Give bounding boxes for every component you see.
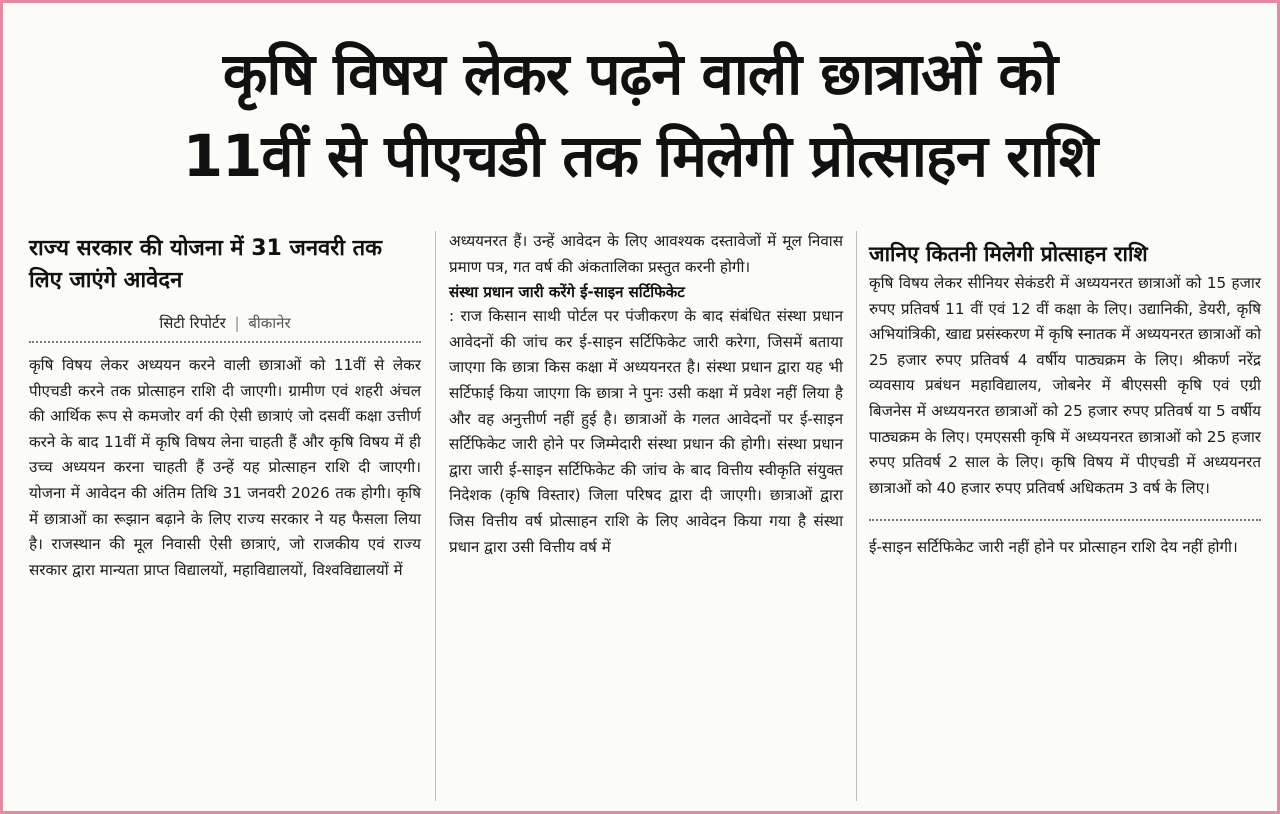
column-divider: [856, 231, 857, 801]
section-heading: संस्था प्रधान जारी करेंगे ई-साइन सर्टिफिकेट: [449, 283, 685, 302]
reporter-name: सिटी रिपोर्टर: [159, 314, 226, 332]
headline-line-1: कृषि विषय लेकर पढ़ने वाली छात्राओं को: [222, 40, 1058, 108]
dotted-divider: [869, 519, 1261, 521]
article-body-column-2: : राज किसान साथी पोर्टल पर पंजीकरण के बाद संबंधित संस्था प्रधान आवेदनों की जांच कर ई-साइन सर्टिफिकेट जारी करेगा, जिसमें बताया जाएगा कि छात्रा किस कक्षा में अध्ययनरत है। संस्था प्रधान द्वारा यह भी सर्टिफाई किया जाएगा कि छात्रा ने पुनः उसी कक्षा में प्रवेश नहीं लिया है और वह अनुत्तीर्ण नहीं हुई है। छात्राओं के गलत आवेदनों पर ई-साइन सर्टिफिकेट जारी होने पर जिम्मेदारी संस्था प्रधान की होगी। संस्था प्रधान द्वारा जारी ई-साइन सर्टिफिकेट की जांच के बाद वित्तीय स्वीकृति संयुक्त निदेशक (कृषि विस्तार) जिला परिषद द्वारा दी जाएगी। छात्राओं द्वारा जिस वित्तीय वर्ष प्रोत्साहन राशि के लिए आवेदन किया गया है संस्था प्रधान द्वारा उसी वित्तीय वर्ष में: [449, 307, 843, 556]
infobox-footnote: ई-साइन सर्टिफिकेट जारी नहीं होने पर प्रोत्साहन राशि देय नहीं होगी।: [869, 538, 1238, 557]
column-divider: [435, 231, 436, 801]
article-body-column-1: कृषि विषय लेकर अध्ययन करने वाली छात्राओं को 11वीं से लेकर पीएचडी करने तक प्रोत्साहन राशि दी जाएगी। ग्रामीण एवं शहरी अंचल की आर्थिक रूप से कमजोर वर्ग की ऐसी छात्राएं जो दसवीं कक्षा उत्तीर्ण करने के बाद 11वीं में कृषि विषय लेना चाहती हैं और कृषि विषय में ही उच्च अध्ययन करना चाहती हैं उन्हें यह प्रोत्साहन राशि दी जाएगी। योजना में आवेदन की अंतिम तिथि 31 जनवरी 2026 तक होगी। कृषि में छात्राओं का रूझान बढ़ाने के लिए राज्य सरकार ने यह फैसला लिया है। राजस्थान की मूल निवासी ऐसी छात्राएं, जो राजकीय एवं राज्य सरकार द्वारा मान्यता प्राप्त विद्यालयों, महाविद्यालयों, विश्वविद्यालयों में: [29, 356, 421, 579]
dotted-divider: [29, 341, 421, 343]
dateline-city: बीकानेर: [248, 314, 291, 332]
column-3-infobox: [869, 225, 1261, 561]
infobox-body: कृषि विषय लेकर सीनियर सेकंडरी में अध्ययनरत छात्राओं को 15 हजार रुपए प्रतिवर्ष 11 वीं एवं 12 वीं कक्षा के लिए। उद्यानिकी, डेयरी, कृषि अभियांत्रिकी, खाद्य प्रसंस्करण में कृषि स्नातक में अध्ययनरत छात्राओं को 25 हजार रुपए प्रतिवर्ष 4 वर्षीय पाठ्यक्रम के लिए। श्रीकर्ण नरेंद्र व्यवसाय प्रबंधन महाविद्यालय, जोबनेर में बीएससी कृषि एवं एग्री बिजनेस में अध्ययनरत छात्राओं को 25 हजार रुपए प्रतिवर्ष या 5 वर्षीय पाठ्यक्रम के लिए। एमएससी कृषि में अध्ययनरत छात्राओं को 25 हजार रुपए प्रतिवर्ष 2 साल के लिए। कृषि विषय में पीएचडी में अध्ययनरत छात्राओं को 40 हजार रुपए प्रतिवर्ष अधिकतम 3 वर्ष के लिए।: [869, 274, 1262, 497]
byline-separator: |: [234, 314, 240, 332]
headline-line-2: 11वीं से पीएचडी तक मिलेगी प्रोत्साहन राशि: [182, 122, 1098, 190]
infobox-title: जानिए कितनी मिलेगी प्रोत्साहन राशि: [869, 242, 1148, 266]
subheadline: राज्य सरकार की योजना में 31 जनवरी तक लिए जाएंगे आवेदन: [29, 236, 383, 293]
article-body-column-2-intro: अध्ययनरत हैं। उन्हें आवेदन के लिए आवश्यक दस्तावेजों में मूल निवास प्रमाण पत्र, गत वर्ष की अंकतालिका प्रस्तुत करनी होगी।: [449, 232, 843, 276]
column-2: [449, 225, 843, 560]
column-1: [29, 225, 421, 583]
byline: [29, 313, 421, 333]
